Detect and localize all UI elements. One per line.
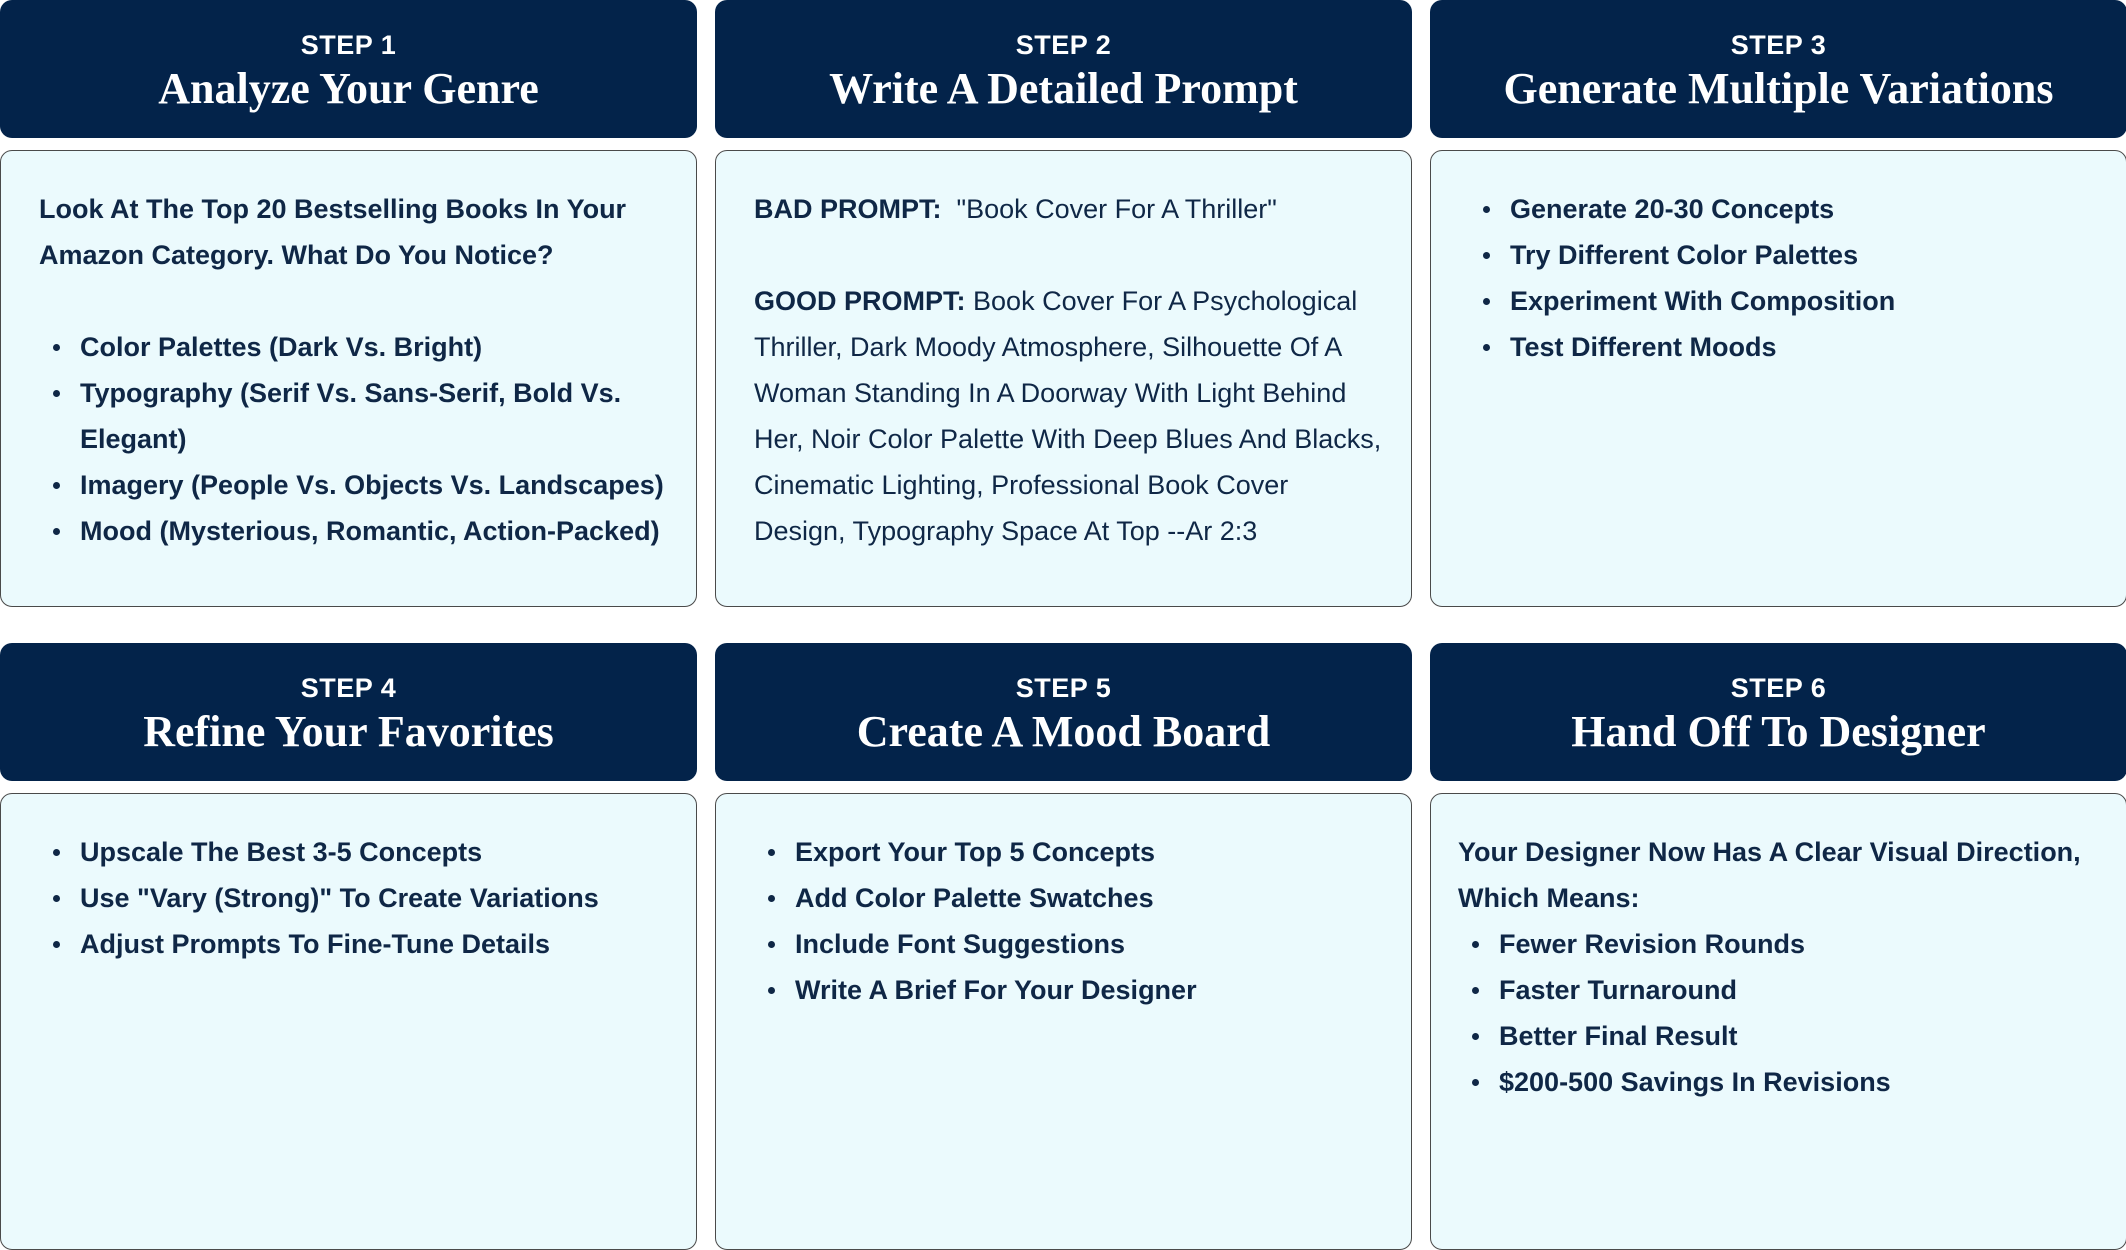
- step-label: STEP 4: [300, 673, 397, 703]
- step-label: STEP 5: [1015, 673, 1112, 703]
- step-body-5: [715, 793, 1412, 1250]
- step-title: Write A Detailed Prompt: [829, 64, 1298, 113]
- step-body-2: [715, 150, 1412, 607]
- bullet-list: [754, 829, 1383, 1013]
- step-card-4: [0, 643, 697, 1250]
- list-item: Better Final Result: [1458, 1013, 2098, 1059]
- list-item: Test Different Moods: [1469, 324, 2098, 370]
- list-item: Use "Vary (Strong)" To Create Variations: [39, 875, 668, 921]
- step-card-3: [1430, 0, 2126, 607]
- list-item: Export Your Top 5 Concepts: [754, 829, 1383, 875]
- list-item: Mood (Mysterious, Romantic, Action-Packed): [39, 508, 668, 554]
- step-header-6: [1430, 643, 2126, 781]
- list-item: Include Font Suggestions: [754, 921, 1383, 967]
- step-card-1: [0, 0, 697, 607]
- step-label: STEP 1: [300, 30, 397, 60]
- step-title: Generate Multiple Variations: [1503, 64, 2054, 113]
- step-label: STEP 2: [1015, 30, 1112, 60]
- bad-prompt-text: "Book Cover For A Thriller": [956, 194, 1277, 224]
- step-body-4: [0, 793, 697, 1250]
- bullet-list: [39, 829, 668, 967]
- bad-prompt-label: BAD PROMPT:: [754, 194, 942, 224]
- bullet-list: [1469, 186, 2098, 370]
- step-body-3: [1430, 150, 2126, 607]
- list-item: Experiment With Composition: [1469, 278, 2098, 324]
- good-prompt-label: GOOD PROMPT:: [754, 286, 966, 316]
- good-prompt-text: Book Cover For A Psychological Thriller, Dark Moody Atmosphere, Silhouette Of A Woman Standing In A Doorway With Light Behind Her, Noir Color Palette With Deep Blues And Blacks, Cinematic Lighting, Professional Book Cover Design, Typography Space At Top --Ar 2:3: [754, 286, 1382, 546]
- spacer: [754, 232, 1383, 278]
- step-header-3: [1430, 0, 2126, 138]
- step-header-4: [0, 643, 697, 781]
- list-item: Adjust Prompts To Fine-Tune Details: [39, 921, 668, 967]
- list-item: Fewer Revision Rounds: [1458, 921, 2098, 967]
- step-intro: Look At The Top 20 Bestselling Books In Your Amazon Category. What Do You Notice?: [39, 194, 627, 270]
- list-item: Try Different Color Palettes: [1469, 232, 2098, 278]
- step-card-5: [715, 643, 1412, 1250]
- step-header-1: [0, 0, 697, 138]
- list-item: Write A Brief For Your Designer: [754, 967, 1383, 1013]
- list-item: Add Color Palette Swatches: [754, 875, 1383, 921]
- list-item: Imagery (People Vs. Objects Vs. Landscapes): [39, 462, 668, 508]
- bullet-list: [1458, 921, 2098, 1105]
- step-header-5: [715, 643, 1412, 781]
- step-title: Hand Off To Designer: [1571, 707, 1986, 756]
- step-title: Analyze Your Genre: [158, 64, 539, 113]
- list-item: Faster Turnaround: [1458, 967, 2098, 1013]
- list-item: Upscale The Best 3-5 Concepts: [39, 829, 668, 875]
- step-intro: Your Designer Now Has A Clear Visual Direction, Which Means:: [1458, 837, 2081, 913]
- step-card-2: [715, 0, 1412, 607]
- list-item: Color Palettes (Dark Vs. Bright): [39, 324, 668, 370]
- list-item: Generate 20-30 Concepts: [1469, 186, 2098, 232]
- spacer: [39, 278, 668, 324]
- step-header-2: [715, 0, 1412, 138]
- list-item: Typography (Serif Vs. Sans-Serif, Bold Vs. Elegant): [39, 370, 668, 462]
- bad-prompt: [754, 186, 1383, 232]
- step-body-6: [1430, 793, 2126, 1250]
- step-label: STEP 6: [1730, 673, 1827, 703]
- step-body-1: [0, 150, 697, 607]
- step-label: STEP 3: [1730, 30, 1827, 60]
- step-card-6: [1430, 643, 2126, 1250]
- bullet-list: [39, 324, 668, 554]
- step-title: Create A Mood Board: [856, 707, 1271, 756]
- good-prompt: [754, 278, 1383, 554]
- list-item: $200-500 Savings In Revisions: [1458, 1059, 2098, 1105]
- step-title: Refine Your Favorites: [143, 707, 554, 756]
